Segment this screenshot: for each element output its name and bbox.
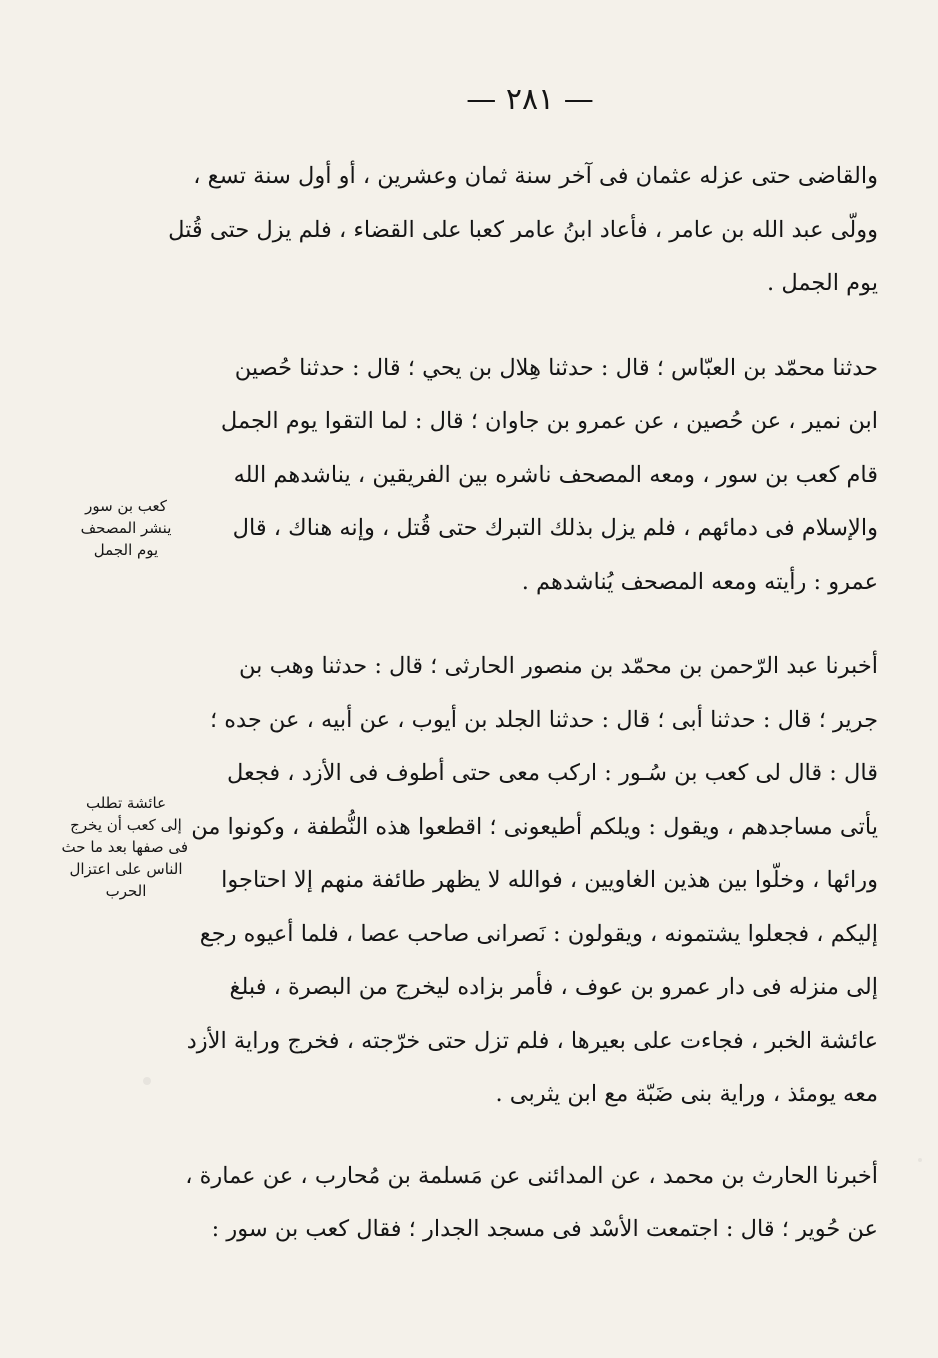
- text-line: والإسلام فى دمائهم ، فلم يزل بذلك التبرك حتى قُتل ، وإنه هناك ، قال: [232, 515, 878, 541]
- text-line: يأتى مساجدهم ، ويقول : ويلكم أطيعونى ؛ اقطعوا هذه النُّطفة ، وكونوا من: [191, 813, 878, 840]
- margin-note-line: يوم الجمل: [93, 541, 159, 559]
- paragraph-gap: [188, 609, 878, 640]
- margin-note-line: كعب بن سور: [85, 497, 167, 515]
- text-line: إلى منزله فى دار عمرو بن عوف ، فأمر بزاده ليخرج من البصرة ، فبلغ: [229, 974, 878, 1000]
- text-line: قال : قال لى كعب بن سُـور : اركب معى حتى أطوف فى الأزد ، فجعل: [226, 760, 878, 786]
- text-line: عمرو : رأيته ومعه المصحف يُناشدهم .: [521, 568, 878, 595]
- text-line: يوم الجمل .: [767, 270, 878, 296]
- text-line: ورائها ، وخلّوا بين هذين الغاويين ، فوالله لا يظهر طائفة منهم إلا احتاجوا: [221, 867, 878, 893]
- page-number: — ٢٨١ —: [466, 82, 594, 117]
- margin-note-line: فى صفها بعد ما حث: [61, 838, 188, 856]
- margin-note-kaab-mushaf: [64, 495, 188, 561]
- margin-note-line: عائشة تطلب: [85, 794, 167, 812]
- text-line: جرير ؛ قال : حدثنا أبى ؛ قال : حدثنا الجلد بن أيوب ، عن أبيه ، عن جده ؛: [209, 706, 878, 733]
- paragraph-3: [188, 640, 878, 1122]
- paragraph-1: [168, 150, 878, 311]
- paragraph-gap: [188, 311, 878, 342]
- margin-note-aisha: [61, 792, 188, 902]
- text-line: أخبرنا الحارث بن محمد ، عن المدائنى عن مَسلمة بن مُحارب ، عن عمارة ،: [185, 1162, 878, 1189]
- text-line: عائشة الخبر ، فجاءت على بعيرها ، فلم تزل حتى خرّجته ، فخرج وراية الأزد: [186, 1027, 878, 1054]
- margin-note-line: الناس على اعتزال: [69, 860, 183, 878]
- text-line: أخبرنا عبد الرّحمن بن محمّد بن منصور الحارثى ؛ قال : حدثنا وهب بن: [239, 653, 878, 679]
- text-line: إليكم ، فجعلوا يشتمونه ، ويقولون : نَصرانى صاحب عصا ، فلما أعيوه رجع: [199, 920, 878, 947]
- margin-note-line: ينشر المصحف: [80, 519, 172, 537]
- paragraph-4: [185, 1150, 878, 1257]
- margin-note-line: إلى كعب أن يخرج: [70, 816, 182, 834]
- text-line: معه يومئذ ، وراية بنى ضَبّة مع ابن يثربى .: [495, 1081, 878, 1107]
- text-line: حدثنا محمّد بن العبّاس ؛ قال : حدثنا هِلال بن يحي ؛ قال : حدثنا حُصين: [234, 354, 878, 381]
- paragraph-2: [188, 342, 878, 610]
- text-line: قام كعب بن سور ، ومعه المصحف ناشره بين الفريقين ، يناشدهم الله: [233, 461, 878, 488]
- paragraph-gap: [188, 1122, 878, 1150]
- main-text-column: [168, 150, 878, 1257]
- paper-speck: [918, 1158, 922, 1162]
- text-line: وولّى عبد الله بن عامر ، فأعاد ابنُ عامر كعبا على القضاء ، فلم يزل حتى قُتل: [168, 216, 878, 243]
- text-line: عن حُوير ؛ قال : اجتمعت الأسْد فى مسجد الجدار ؛ فقال كعب بن سور :: [211, 1216, 878, 1242]
- text-line: ابن نمير ، عن حُصين ، عن عمرو بن جاوان ؛ قال : لما التقوا يوم الجمل: [220, 408, 878, 434]
- margin-note-line: الحرب: [105, 882, 147, 900]
- paper-speck: [143, 1077, 151, 1085]
- text-line: والقاضى حتى عزله عثمان فى آخر سنة ثمان وعشرين ، أو أول سنة تسع ،: [193, 163, 878, 189]
